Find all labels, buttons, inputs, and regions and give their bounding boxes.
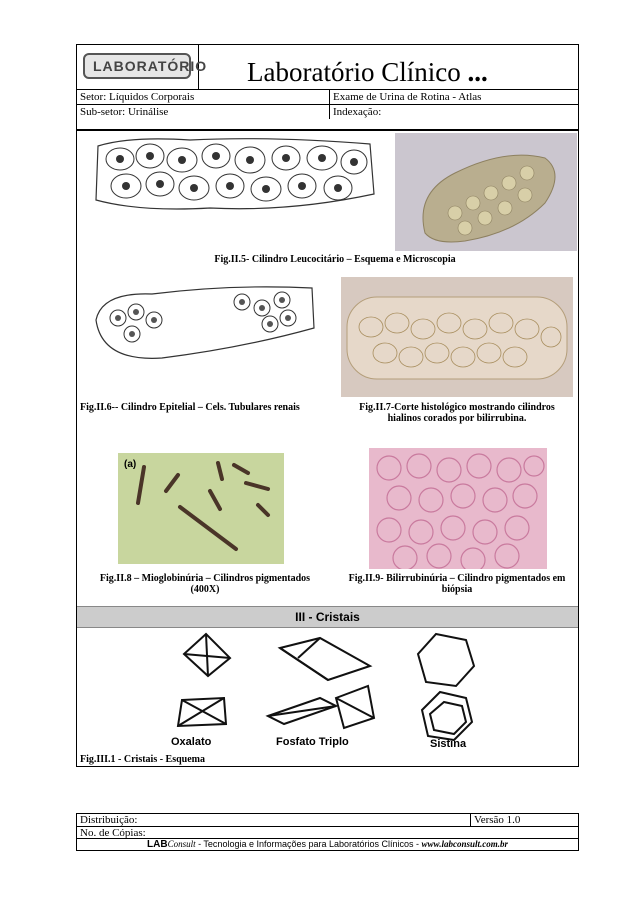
header-row-subsetor <box>77 104 578 120</box>
fosfato-label: Fosfato Triplo <box>276 736 349 748</box>
title-dots: ... <box>467 57 488 87</box>
versao-label: Versão 1.0 <box>474 814 521 826</box>
fig8-myoglobin-photo <box>118 453 284 564</box>
fig7-histology-photo <box>341 277 573 397</box>
laboratorio-logo <box>83 53 208 79</box>
oxalato-label: Oxalato <box>171 736 212 748</box>
document-header <box>76 44 579 130</box>
section-band <box>77 606 578 628</box>
exame-label: Exame de Urina de Rotina - Atlas <box>333 91 482 103</box>
fig7-caption <box>341 402 573 424</box>
fig8-caption-line1: Fig.II.8 – Mioglobinúria – Cilindros pigmentados <box>99 573 311 584</box>
fig6-caption: Fig.II.6-- Cilindro Epitelial – Cels. Tubulares renais <box>80 402 300 413</box>
subsetor-label: Sub-setor: Urinálise <box>80 106 169 118</box>
fig9-caption <box>338 573 576 595</box>
crystals-schematic-image <box>160 630 480 752</box>
fig6-schematic-image <box>92 278 320 366</box>
distribuicao-label: Distribuição: <box>80 814 138 826</box>
fig8-caption <box>80 573 330 595</box>
fig7-caption-line1: Fig.II.7-Corte histológico mostrando cilindros <box>359 402 555 413</box>
fig7-caption-line2: hialinos corados por bilirrubina. <box>387 413 527 424</box>
lab-brand: LAB <box>147 839 168 850</box>
indexacao-label: Indexação: <box>333 106 382 118</box>
footer-url: www.labconsult.com.br <box>421 839 508 849</box>
sistina-label: Sistina <box>430 738 467 750</box>
footer-description: - Tecnologia e Informações para Laboratórios Clínicos - <box>195 839 422 849</box>
fig5-microscopy-photo <box>395 133 577 251</box>
footer-divider <box>470 814 471 826</box>
document-footer <box>76 813 579 851</box>
header-divider <box>329 89 330 119</box>
footer-row-copias <box>77 826 578 839</box>
fig8-label-a: (a) <box>124 459 137 470</box>
fig9-caption-line1: Fig.II.9- Bilirrubinúria – Cilindro pigmentados em <box>348 573 566 584</box>
footer-row-lab <box>77 838 578 852</box>
fig8-caption-line2: (400X) <box>190 584 220 595</box>
logo-cell <box>77 45 208 89</box>
page-title <box>247 57 488 88</box>
fig5-caption: Fig.II.5- Cilindro Leucocitário – Esquema e Microscopia <box>214 254 456 265</box>
fig5-schematic-image <box>90 134 380 214</box>
header-row-setor <box>77 89 578 105</box>
setor-label: Setor: Líquidos Corporais <box>80 91 195 103</box>
consult-brand: Consult <box>167 839 196 849</box>
fig9-caption-line2: biópsia <box>441 584 473 595</box>
logo-text: LABORATÓRIO <box>93 58 208 74</box>
section-title: III - Cristais <box>295 610 360 624</box>
fig-iii1-caption: Fig.III.1 - Cristais - Esquema <box>80 754 206 765</box>
title-text: Laboratório Clínico <box>247 57 461 87</box>
copias-label: No. de Cópias: <box>80 827 146 839</box>
fig9-biopsy-photo <box>369 448 547 569</box>
